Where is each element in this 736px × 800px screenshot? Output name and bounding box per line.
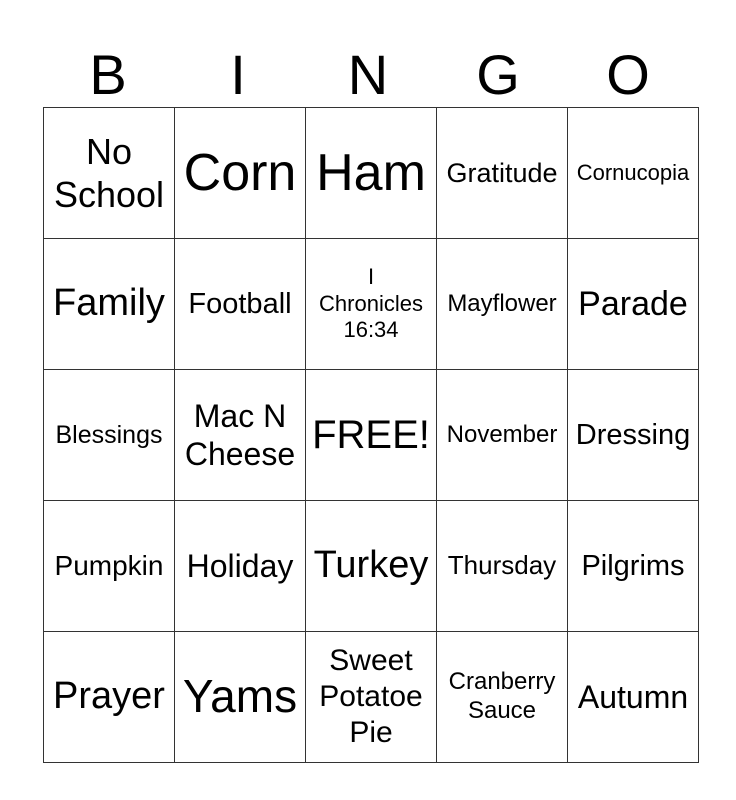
bingo-cell[interactable] [568, 108, 699, 239]
bingo-cell[interactable] [568, 239, 699, 370]
bingo-cell[interactable] [306, 239, 437, 370]
board-row [44, 370, 699, 501]
bingo-cell[interactable] [44, 370, 175, 501]
bingo-cell-text: Yams [182, 670, 298, 723]
bingo-cell-text: Mayflower [447, 289, 557, 317]
bingo-cell[interactable] [437, 370, 568, 501]
header-letter-o: O [606, 43, 650, 106]
bingo-cell[interactable] [175, 239, 306, 370]
header-letter-n: N [347, 43, 389, 106]
bingo-cell-text: FREE! [312, 413, 430, 457]
bingo-cell-text: Mac N Cheese [184, 397, 296, 472]
bingo-board [43, 107, 699, 763]
bingo-cell[interactable] [568, 370, 699, 501]
bingo-cell-text: Turkey [313, 544, 429, 587]
board-row [44, 108, 699, 239]
bingo-cell[interactable] [306, 632, 437, 763]
bingo-cell[interactable] [175, 632, 306, 763]
bingo-cell[interactable] [175, 108, 306, 239]
bingo-cell-text: Sweet Potatoe Pie [319, 644, 423, 749]
bingo-cell-text: Parade [578, 284, 688, 323]
bingo-cell-text: November [446, 420, 558, 448]
header-letter-b: B [89, 43, 127, 106]
board-row [44, 501, 699, 632]
bingo-cell-text: Corn [183, 143, 297, 202]
bingo-cell[interactable] [44, 108, 175, 239]
board-row [44, 632, 699, 763]
header-letter-g: G [476, 43, 520, 106]
bingo-cell[interactable] [44, 239, 175, 370]
bingo-cell-text: No School [53, 130, 165, 215]
bingo-cell[interactable] [306, 370, 437, 501]
bingo-cell-text: Pilgrims [581, 549, 685, 582]
bingo-cell-text: Cornucopia [576, 159, 690, 185]
bingo-cell[interactable] [306, 108, 437, 239]
bingo-cell-text: Blessings [55, 421, 163, 449]
header-letter-i: I [230, 43, 246, 106]
bingo-cell-text: Ham [316, 143, 426, 202]
bingo-cell[interactable] [568, 501, 699, 632]
bingo-cell-text: Family [53, 282, 165, 325]
bingo-cell[interactable] [44, 632, 175, 763]
bingo-cell-text: Autumn [577, 678, 689, 715]
bingo-cell[interactable] [437, 108, 568, 239]
bingo-cell[interactable] [568, 632, 699, 763]
bingo-cell-text: Pumpkin [54, 550, 164, 582]
bingo-cell[interactable] [437, 632, 568, 763]
bingo-cell[interactable] [44, 501, 175, 632]
bingo-cell-text: Prayer [53, 675, 165, 718]
bingo-cell-text: Cranberry Sauce [448, 668, 556, 724]
bingo-cell[interactable] [306, 501, 437, 632]
bingo-cell[interactable] [437, 501, 568, 632]
bingo-cell[interactable] [437, 239, 568, 370]
bingo-cell-text: Dressing [575, 418, 691, 451]
board-row [44, 239, 699, 370]
bingo-cell-text: Gratitude [446, 157, 558, 188]
bingo-cell-text: Thursday [447, 550, 557, 581]
bingo-cell[interactable] [175, 370, 306, 501]
bingo-cell-text: I Chronicles 16:34 [319, 264, 423, 343]
bingo-cell[interactable] [175, 501, 306, 632]
bingo-cell-text: Holiday [186, 547, 294, 584]
bingo-header [43, 42, 693, 108]
bingo-cell-text: Football [188, 287, 292, 320]
